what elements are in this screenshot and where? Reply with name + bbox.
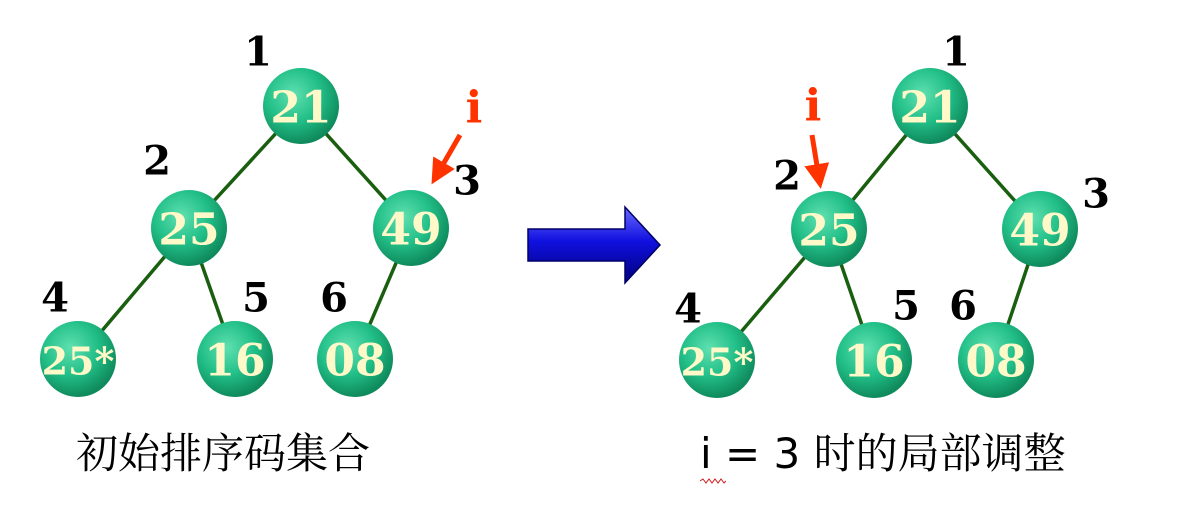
tree-node-5 (197, 275, 273, 398)
node-value: 25 (798, 205, 860, 257)
tree-node-3 (1002, 171, 1110, 268)
node-value: 16 (204, 335, 266, 387)
node-index-label: 4 (674, 285, 702, 333)
tree-node-6 (949, 283, 1034, 399)
tree-node-4 (674, 286, 755, 399)
node-index-label: 1 (942, 28, 970, 76)
node-index-label: 3 (453, 157, 481, 205)
node-index-label: 5 (892, 282, 920, 330)
node-index-label: 6 (320, 274, 348, 322)
pointer-i (805, 81, 822, 185)
node-index-label: 6 (949, 282, 977, 330)
right-block-arrow-icon (528, 207, 660, 283)
right-tree (674, 29, 1110, 399)
node-value: 25* (41, 338, 115, 384)
tree-node-1 (244, 29, 339, 145)
spellcheck-squiggle-icon (700, 478, 726, 484)
tree-node-4 (40, 275, 116, 398)
right-caption: i = 3 时的局部调整 (700, 429, 1066, 478)
pointer-label: i (804, 80, 822, 132)
tree-node-3 (373, 158, 481, 267)
node-value: 25* (680, 339, 754, 385)
node-index-label: 4 (41, 274, 69, 322)
node-index-label: 2 (773, 152, 801, 200)
left-caption: 初始排序码集合 (76, 429, 371, 478)
tree-node-2 (143, 138, 227, 267)
node-value: 08 (324, 335, 386, 387)
node-value: 16 (843, 336, 905, 388)
node-value: 21 (899, 82, 961, 134)
node-index-label: 1 (244, 28, 272, 76)
node-value: 49 (1009, 205, 1071, 257)
node-value: 08 (965, 336, 1027, 388)
node-value: 49 (380, 204, 442, 256)
left-tree (40, 29, 482, 398)
node-value: 21 (270, 82, 332, 134)
pointer-label: i (465, 82, 483, 134)
tree-node-1 (892, 29, 970, 145)
node-index-label: 2 (143, 137, 171, 185)
pointer-arrow-icon (812, 135, 820, 184)
node-value: 25 (158, 204, 220, 256)
node-index-label: 3 (1082, 170, 1110, 218)
node-index-label: 5 (242, 274, 270, 322)
tree-edges (717, 106, 1040, 360)
tree-node-5 (836, 283, 920, 399)
